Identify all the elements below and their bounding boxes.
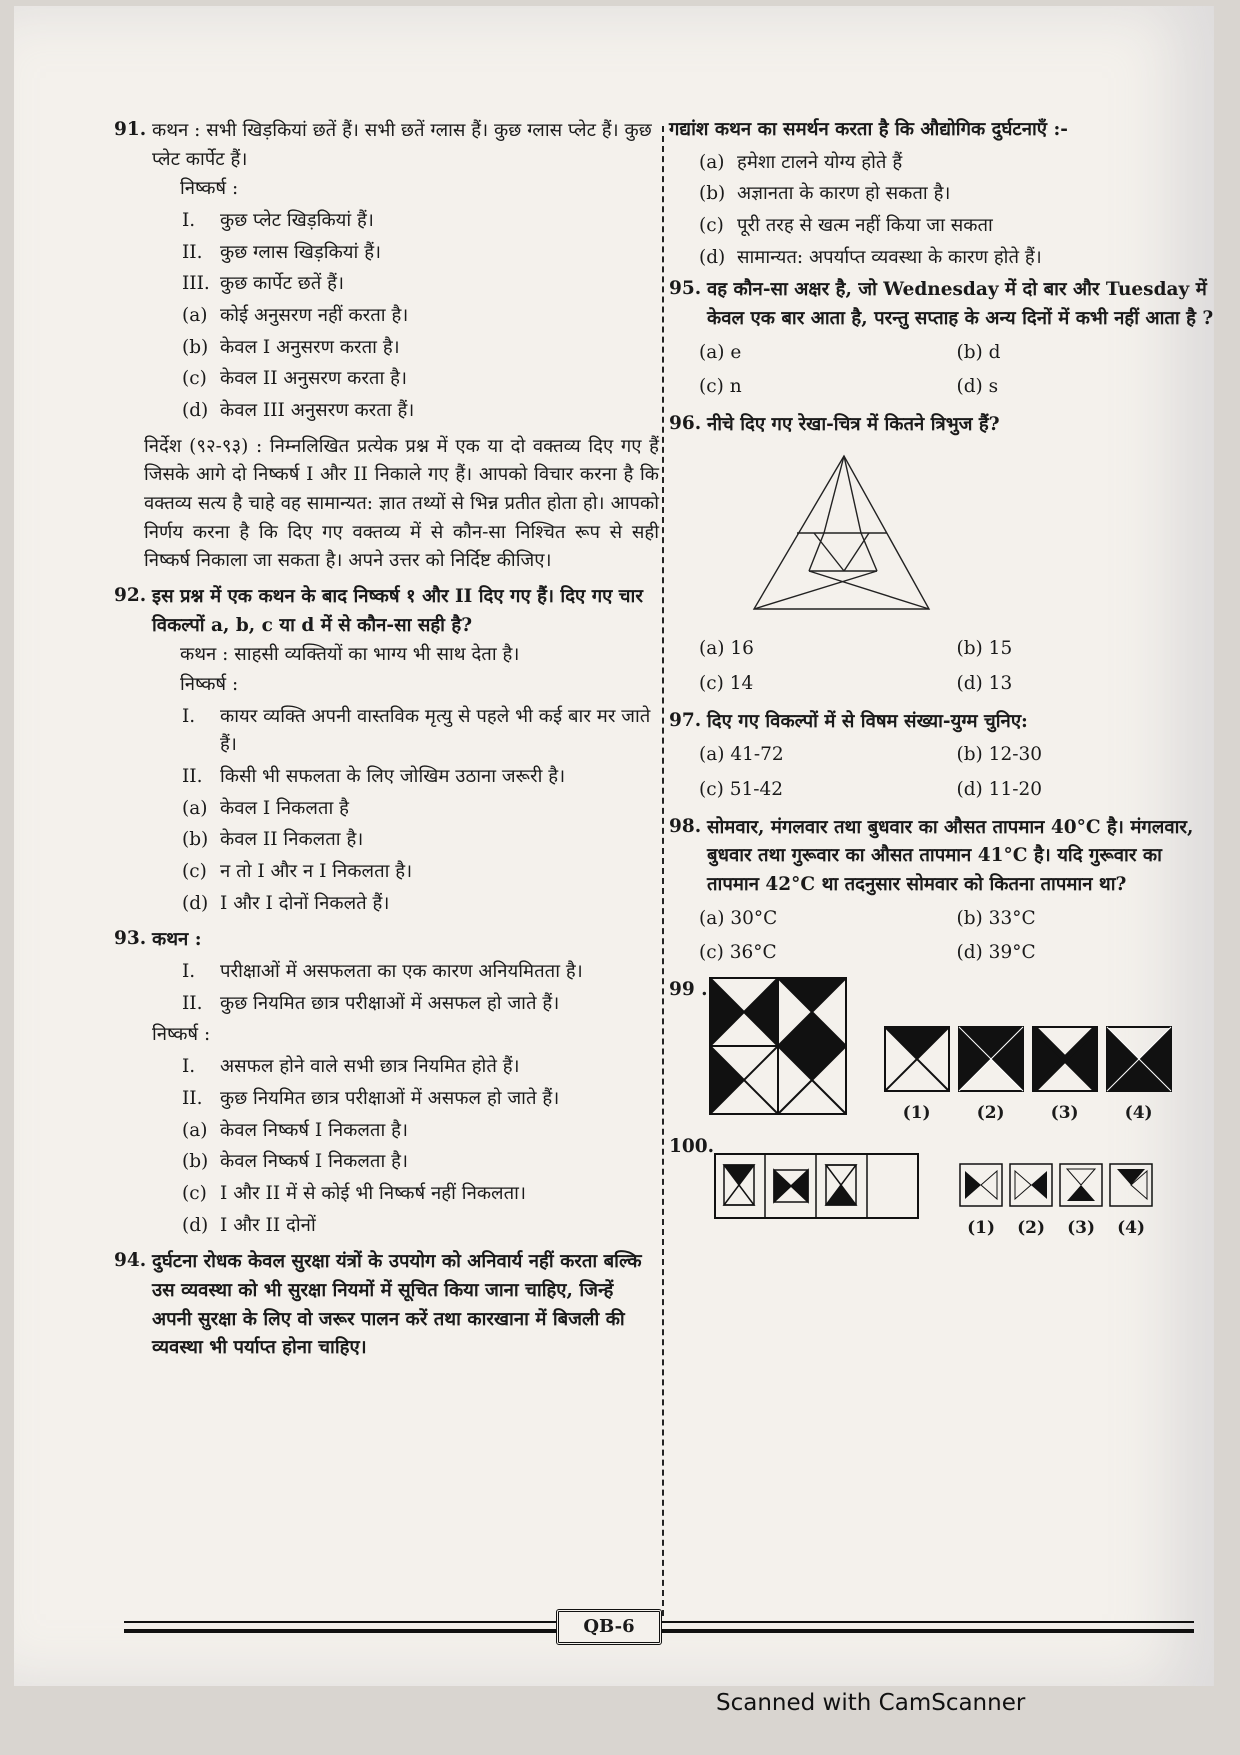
option: (b) केवल II निकलता है। [182, 829, 364, 851]
triangle-diagram [749, 451, 939, 616]
question-96 [669, 410, 1214, 441]
conclusion-item: I. कुछ प्लेट खिड़कियां हैं। [182, 210, 374, 232]
option: (d) 39°C [956, 942, 1036, 964]
option: (d) 13 [956, 673, 1013, 695]
option: (d) 11-20 [956, 779, 1043, 801]
question-text: दुर्घटना रोधक केवल सुरक्षा यंत्रों के उपयोग को अनिवार्य नहीं करता बल्कि उस व्यवस्था को भी सुरक्षा नियमों में सूचित किया जाना चाहिए, जिन्हें अपनी सुरक्षा के लिए वो जरूर पालन करें तथा कारखाना में बिजली की व्यवस्था भी पर्याप्त होना चाहिए। [152, 1251, 642, 1359]
question-text: नीचे दिए गए रेखा-चित्र में कितने त्रिभुज हैं? [707, 414, 1000, 436]
option: (c) पूरी तरह से खत्म नहीं किया जा सकता [699, 215, 993, 237]
option: (c) न तो I और न I निकलता है। [182, 861, 413, 883]
option: (b) d [956, 341, 1001, 363]
option: (d) s [956, 376, 999, 398]
options-grid [669, 741, 1214, 804]
option: (b) केवल निष्कर्ष I निकलता है। [182, 1151, 408, 1173]
conclusion-item: II. कुछ ग्लास खिड़कियां हैं। [182, 241, 382, 263]
option: (c) 36°C [699, 942, 777, 964]
question-number: 98. [669, 815, 702, 837]
options-grid [669, 905, 1214, 968]
question-97 [669, 707, 1214, 738]
question-text: वह कौन-सा अक्षर है, जो Wednesday में दो बार और Tuesday में केवल एक बार आता है, परन्तु सप्ताह के अन्य दिनों में कभी नहीं आता है ? [707, 279, 1214, 330]
conclusion-item: III. कुछ कार्पेट छतें हैं। [182, 273, 344, 295]
question-100 [669, 1133, 1214, 1242]
problem-series [714, 1153, 919, 1219]
question-number: 97. [669, 709, 702, 731]
conclusion-heading: निष्कर्ष : [152, 1024, 211, 1046]
question-94-continuation: गद्यांश कथन का समर्थन करता है कि औद्योगिक दुर्घटनाएँ :- [669, 119, 1068, 140]
option: (b) 33°C [956, 907, 1036, 929]
problem-figure [708, 976, 848, 1116]
page-number-tag: QB-6 [556, 1609, 662, 1645]
scanned-page [14, 6, 1214, 1686]
conclusion-heading: निष्कर्ष : [180, 674, 239, 696]
option: (c) n [699, 376, 742, 398]
answer-figures [884, 1026, 1172, 1127]
option: (b) केवल I अनुसरण करता है। [182, 336, 400, 358]
option: (d) केवल III अनुसरण करता हैं। [182, 400, 415, 422]
question-number: 95. [669, 278, 702, 300]
question-text: सोमवार, मंगलवार तथा बुधवार का औसत तापमान 40°C है। मंगलवार, बुधवार तथा गुरूवार का औसत तापमान 41°C है। यदि गुरूवार का तापमान 42°C था तदनुसार सोमवार को कितना तापमान था? [707, 816, 1194, 896]
question-text: कथन : [152, 929, 202, 951]
right-column [669, 116, 1214, 1247]
option: (c) 51-42 [699, 779, 784, 801]
option: (a) 16 [699, 638, 754, 660]
option: (c) I और II में से कोई भी निष्कर्ष नहीं निकलता। [182, 1182, 526, 1204]
option: (b) 12-30 [956, 744, 1043, 766]
statement: कथन : साहसी व्यक्तियों का भाग्य भी साथ देता है। [180, 644, 520, 666]
statement-item: II. कुछ नियमित छात्र परीक्षाओं में असफल हो जाते हैं। [182, 992, 560, 1014]
option: (a) 41-72 [699, 744, 784, 766]
question-number: 96. [669, 413, 702, 435]
answer-figure-1: (1) [884, 1026, 950, 1127]
question-91 [114, 116, 659, 429]
question-99 [669, 976, 1214, 1127]
options-grid [669, 339, 1214, 402]
question-number: 92. [114, 585, 147, 607]
question-number: 91. [114, 119, 147, 140]
question-number: 100. [669, 1135, 715, 1157]
option: (c) केवल II अनुसरण करता है। [182, 368, 407, 390]
answer-figure-2: (2) [1009, 1163, 1053, 1242]
answer-figure-3: (3) [1059, 1163, 1103, 1242]
answer-figure-4: (4) [1106, 1026, 1172, 1127]
options-grid [669, 635, 1214, 698]
option: (a) e [699, 341, 742, 363]
question-number: 93. [114, 928, 147, 950]
answer-figures [959, 1163, 1153, 1242]
option: (a) केवल I निकलता है [182, 797, 349, 819]
option: (a) कोई अनुसरण नहीं करता है। [182, 305, 409, 327]
question-text: कथन : सभी खिड़कियां छतें हैं। सभी छतें ग्लास हैं। कुछ ग्लास प्लेट हैं। कुछ प्लेट कार्पेट हैं। [152, 120, 652, 170]
question-95 [669, 275, 1214, 334]
option: (a) हमेशा टालने योग्य होते हैं [699, 151, 903, 173]
answer-figure-2: (2) [958, 1026, 1024, 1127]
option: (d) I और I दोनों निकलते हैं। [182, 892, 390, 914]
question-number: 94. [114, 1250, 147, 1272]
question-number: 99 . [669, 979, 708, 1001]
conclusion-item: I. कायर व्यक्ति अपनी वास्तविक मृत्यु से पहले भी कई बार मर जाते हैं। [182, 705, 651, 756]
answer-figure-4: (4) [1109, 1163, 1153, 1242]
conclusion-item: II. किसी भी सफलता के लिए जोखिम उठाना जरूरी है। [182, 766, 566, 788]
answer-figure-1: (1) [959, 1163, 1003, 1242]
option: (a) केवल निष्कर्ष I निकलता है। [182, 1119, 408, 1141]
question-93 [114, 925, 659, 1243]
option: (a) 30°C [699, 907, 778, 929]
conclusion-item: I. असफल होने वाले सभी छात्र नियमित होते हैं। [182, 1056, 520, 1078]
triangle-figure [749, 451, 1214, 626]
scanner-watermark: Scanned with CamScanner [716, 1690, 1026, 1716]
option: (c) 14 [699, 673, 754, 695]
left-column [114, 116, 659, 1368]
question-92 [114, 582, 659, 921]
conclusion-item: II. कुछ नियमित छात्र परीक्षाओं में असफल हो जाते हैं। [182, 1087, 560, 1109]
direction-paragraph: निर्देश (९२-९३) : निम्नलिखित प्रत्येक प्रश्न में एक या दो वक्तव्य दिए गए हैं जिसके आगे दो निष्कर्ष I और II निकाले गए हैं। आपको विचार करना है कि वक्तव्य सत्य है चाहे वह सामान्यत: ज्ञात तथ्यों से भिन्न प्रतीत होता हो। आपको निर्णय करना है कि दिए गए वक्तव्य में से कौन-सा निश्चित रूप से सही निष्कर्ष निकाला जा सकता है। अपने उत्तर को निर्दिष्ट कीजिए। [144, 435, 659, 572]
question-94 [114, 1247, 659, 1364]
option: (b) 15 [956, 638, 1013, 660]
option: (d) I और II दोनों [182, 1214, 316, 1236]
conclusion-heading: निष्कर्ष : [180, 178, 239, 200]
column-divider [662, 126, 664, 1616]
option: (d) सामान्यत: अपर्याप्त व्यवस्था के कारण होते हैं। [699, 246, 1042, 268]
question-text: दिए गए विकल्पों में से विषम संख्या-युग्म चुनिए: [707, 710, 1028, 732]
question-text: इस प्रश्न में एक कथन के बाद निष्कर्ष १ और II दिए गए हैं। दिए गए चार विकल्पों a, b, c या d में से कौन-सा सही है? [152, 586, 643, 636]
statement-item: I. परीक्षाओं में असफलता का एक कारण अनियमितता है। [182, 961, 583, 983]
question-98 [669, 813, 1214, 901]
answer-figure-3: (3) [1032, 1026, 1098, 1127]
option: (b) अज्ञानता के कारण हो सकता है। [699, 183, 951, 205]
